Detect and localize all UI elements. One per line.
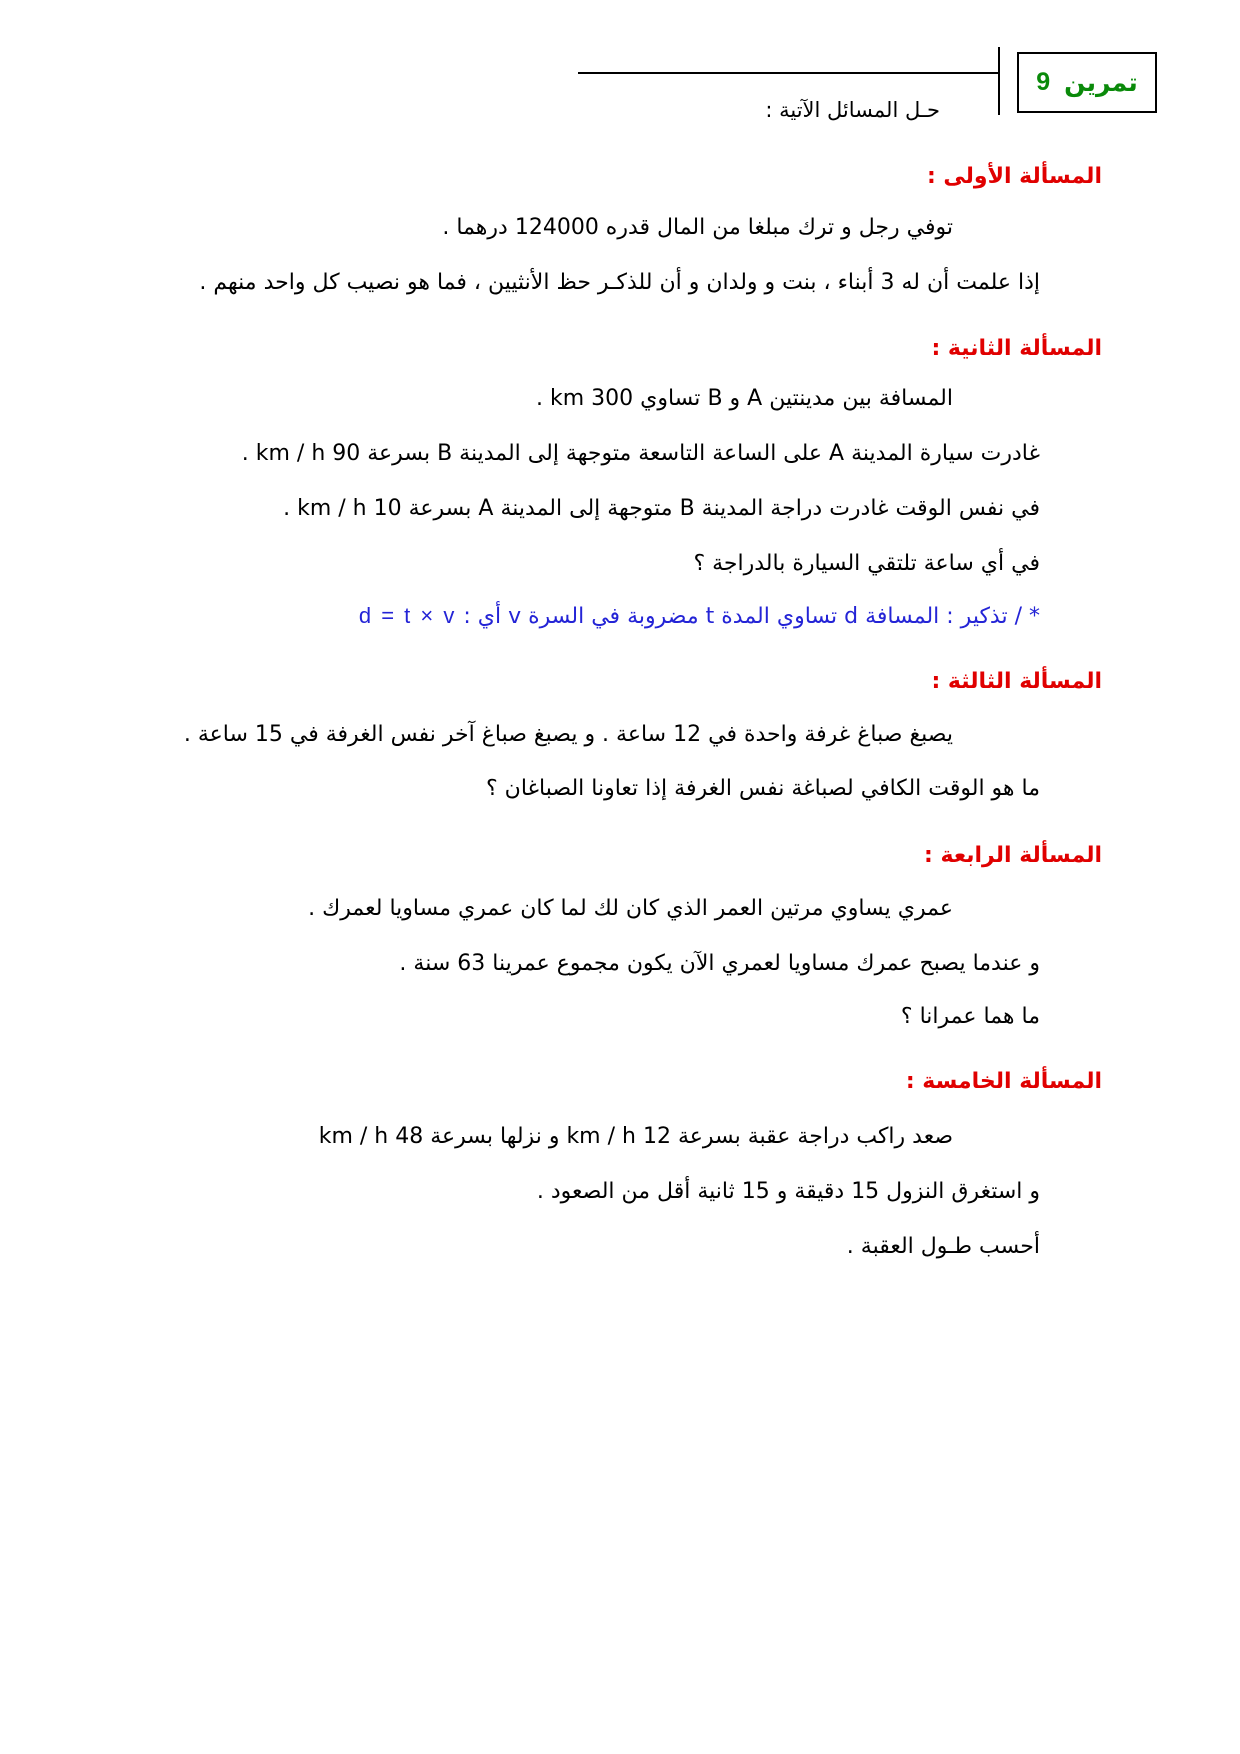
header-rule [578,72,998,74]
problem-3-heading: المسألة الثالثة : [931,669,1102,694]
problem-4-heading: المسألة الرابعة : [924,843,1102,868]
exercise-label: تمرين [1064,68,1138,97]
problem-3-line-1: يصبغ صباغ غرفة واحدة في 12 ساعة . و يصبغ صباغ آخر نفس الغرفة في 15 ساعة . [183,722,953,747]
problem-3-line-2: ما هو الوقت الكافي لصباغة نفس الغرفة إذا تعاونا الصباغان ؟ [486,776,1040,801]
exercise-number: 9 [1036,68,1051,96]
problem-2-reminder-line [359,601,1040,632]
problem-4-line-3: ما هما عمرانا ؟ [900,1004,1040,1029]
problem-2-line-3: في نفس الوقت غادرت دراجة المدينة B متوجهة إلى المدينة A بسرعة 10 km / h . [283,496,1040,521]
problem-5-line-1: صعد راكب دراجة عقبة بسرعة 12 km / h و نزلها بسرعة 48 km / h [318,1124,953,1149]
header-divider [998,47,1000,115]
problem-1-line-2: إذا علمت أن له 3 أبناء ، بنت و ولدان و أن للذكـر حظ الأنثيين ، فما هو نصيب كل واحد منهم . [199,270,1040,295]
problem-2-line-4: في أي ساعة تلتقي السيارة بالدراجة ؟ [693,551,1040,576]
problem-1-line-1: توفي رجل و ترك مبلغا من المال قدره 124000 درهما . [442,215,953,240]
problem-5-heading: المسألة الخامسة : [905,1069,1102,1094]
reminder-text: * / تذكير : المسافة d تساوي المدة t مضروبة في السرة v أي : [463,604,1040,629]
problem-2-line-1: المسافة بين مدينتين A و B تساوي 300 km . [535,386,953,411]
problem-2-line-2: غادرت سيارة المدينة A على الساعة التاسعة متوجهة إلى المدينة B بسرعة 90 km / h . [241,441,1040,466]
problem-4-line-2: و عندما يصبح عمرك مساويا لعمري الآن يكون مجموع عمرينا 63 سنة . [399,951,1040,976]
reminder-formula: d = t × v [358,603,457,628]
problem-1-heading: المسألة الأولى : [926,164,1102,189]
problem-4-line-1: عمري يساوي مرتين العمر الذي كان لك لما كان عمري مساويا لعمرك . [308,896,953,921]
problem-5-line-2: و استغرق النزول 15 دقيقة و 15 ثانية أقل من الصعود . [536,1179,1040,1204]
problem-5-line-3: أحسب طـول العقبة . [846,1234,1040,1259]
instruction: حـل المسائل الآتية : [765,98,940,122]
exercise-badge [1017,52,1157,113]
problem-2-heading: المسألة الثانية : [931,336,1102,361]
